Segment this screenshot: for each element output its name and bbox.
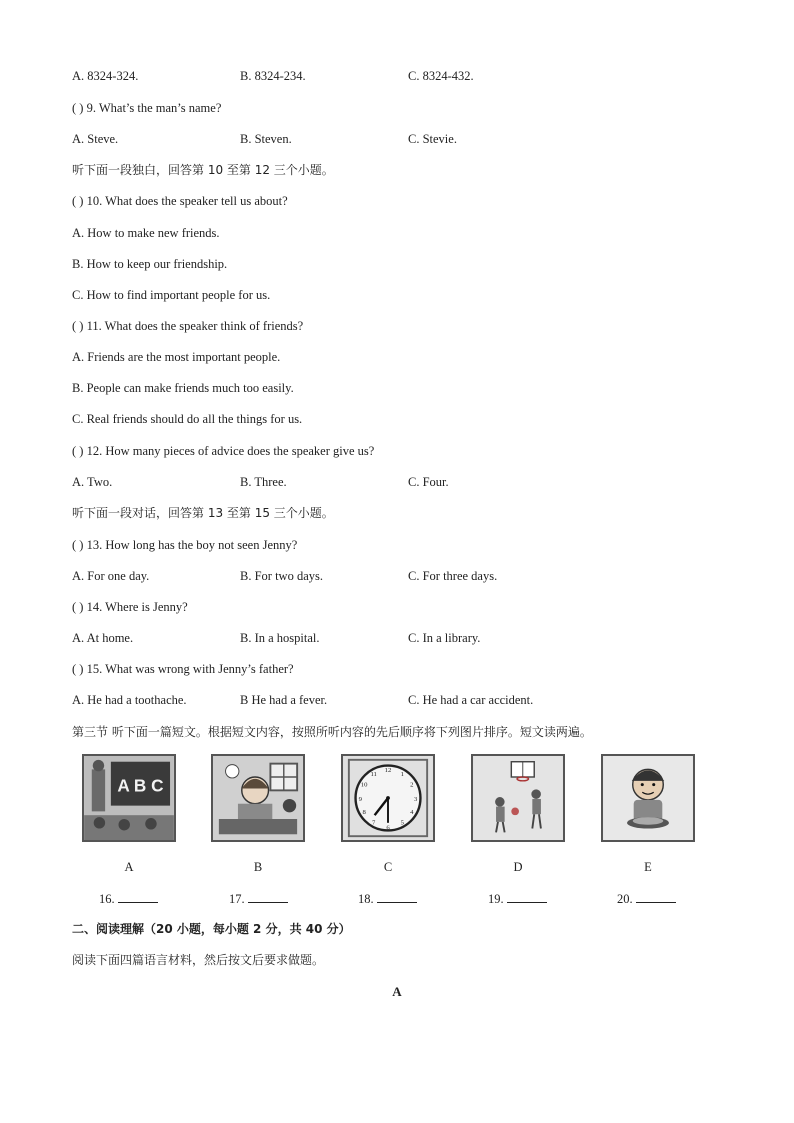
svg-text:2: 2 (410, 781, 414, 789)
blank-20-number: 20. (617, 892, 633, 906)
svg-text:9: 9 (358, 795, 362, 803)
blank-19-line[interactable] (507, 890, 547, 903)
answer-blank-16[interactable] (99, 890, 158, 907)
answer-blank-17[interactable] (229, 890, 288, 907)
q8-option-c: C. 8324-432. (408, 69, 474, 83)
svg-text:1: 1 (400, 771, 404, 779)
q8-options (72, 68, 474, 84)
q14-option-a: A. At home. (72, 631, 134, 645)
clock-icon (343, 756, 433, 840)
q12-option-a: A. Two. (72, 475, 113, 489)
q15-option-b: B He had a fever. (240, 693, 328, 707)
q13-options (72, 568, 498, 584)
q8-option-b: B. 8324-234. (240, 69, 306, 83)
blank-17-line[interactable] (248, 890, 288, 903)
picture-d-label: D (513, 860, 523, 874)
q9-options (72, 131, 457, 147)
q15-option-c: C. He had a car accident. (408, 693, 534, 707)
blank-18-number: 18. (358, 892, 374, 906)
picture-d-basketball (471, 754, 565, 842)
section3-instruction: 第三节 听下面一篇短文。根据短文内容，按照所听内容的先后顺序将下列图片排序。短文读两遍。 (72, 725, 592, 739)
student-at-desk-icon (213, 756, 303, 840)
part2-title: 二、阅读理解（20 小题，每小题 2 分，共 40 分） (72, 922, 351, 936)
picture-a-classroom (82, 754, 176, 842)
q10-option-a: A. How to make new friends. (72, 226, 220, 240)
q10-stem: ( ) 10. What does the speaker tell us about? (72, 194, 288, 208)
answer-blank-20[interactable] (617, 890, 676, 907)
svg-text:11: 11 (370, 771, 377, 779)
blank-16-line[interactable] (118, 890, 158, 903)
svg-text:10: 10 (360, 781, 368, 789)
q12-options (72, 474, 449, 490)
svg-text:5: 5 (400, 819, 404, 827)
q15-stem: ( ) 15. What was wrong with Jenny’s father? (72, 662, 294, 676)
part2-instruction: 阅读下面四篇语言材料，然后按文后要求做题。 (72, 953, 325, 967)
q15-options (72, 692, 534, 708)
svg-text:8: 8 (362, 809, 366, 817)
q14-options (72, 630, 481, 646)
passage-a-heading: A (392, 984, 402, 999)
picture-a-label: A (124, 860, 134, 874)
picture-b-label: B (253, 860, 263, 874)
q9-option-b: B. Steven. (240, 132, 292, 146)
q13-stem: ( ) 13. How long has the boy not seen Jenny? (72, 538, 298, 552)
blank-16-number: 16. (99, 892, 115, 906)
blank-20-line[interactable] (636, 890, 676, 903)
q12-stem: ( ) 12. How many pieces of advice does the speaker give us? (72, 444, 375, 458)
q9-option-a: A. Steve. (72, 132, 119, 146)
q12-option-c: C. Four. (408, 475, 449, 489)
section-dialog-instruction: 听下面一段对话，回答第 13 至第 15 三个小题。 (72, 506, 334, 520)
blank-18-line[interactable] (377, 890, 417, 903)
section-monologue-instruction: 听下面一段独白，回答第 10 至第 12 三个小题。 (72, 163, 334, 177)
q11-option-a: A. Friends are the most important people. (72, 350, 281, 364)
q13-option-b: B. For two days. (240, 569, 323, 583)
svg-text:4: 4 (410, 809, 414, 817)
picture-e-boy-eating (601, 754, 695, 842)
q15-option-a: A. He had a toothache. (72, 693, 187, 707)
q12-option-b: B. Three. (240, 475, 287, 489)
picture-b-student-desk (211, 754, 305, 842)
blank-19-number: 19. (488, 892, 504, 906)
q11-option-b: B. People can make friends much too easily. (72, 381, 294, 395)
q13-option-c: C. For three days. (408, 569, 498, 583)
q13-option-a: A. For one day. (72, 569, 150, 583)
q10-option-b: B. How to keep our friendship. (72, 257, 228, 271)
q8-option-a: A. 8324-324. (72, 69, 139, 83)
q14-stem: ( ) 14. Where is Jenny? (72, 600, 188, 614)
q9-stem: ( ) 9. What’s the man’s name? (72, 101, 222, 115)
svg-text:6: 6 (386, 824, 390, 832)
q11-stem: ( ) 11. What does the speaker think of friends? (72, 319, 304, 333)
classroom-blackboard-icon (84, 756, 174, 840)
svg-text:12: 12 (384, 767, 392, 775)
picture-e-label: E (644, 860, 652, 874)
q14-option-b: B. In a hospital. (240, 631, 320, 645)
q9-option-c: C. Stevie. (408, 132, 457, 146)
q14-option-c: C. In a library. (408, 631, 481, 645)
basketball-players-icon (473, 756, 563, 840)
svg-text:7: 7 (372, 819, 376, 827)
blank-17-number: 17. (229, 892, 245, 906)
picture-c-label: C (383, 860, 393, 874)
answer-blank-18[interactable] (358, 890, 417, 907)
blackboard-text: A B C (117, 775, 164, 796)
svg-text:3: 3 (414, 795, 418, 803)
q11-option-c: C. Real friends should do all the things for us. (72, 412, 303, 426)
boy-eating-icon (603, 756, 693, 840)
q10-option-c: C. How to find important people for us. (72, 288, 271, 302)
picture-c-clock (341, 754, 435, 842)
answer-blank-19[interactable] (488, 890, 547, 907)
